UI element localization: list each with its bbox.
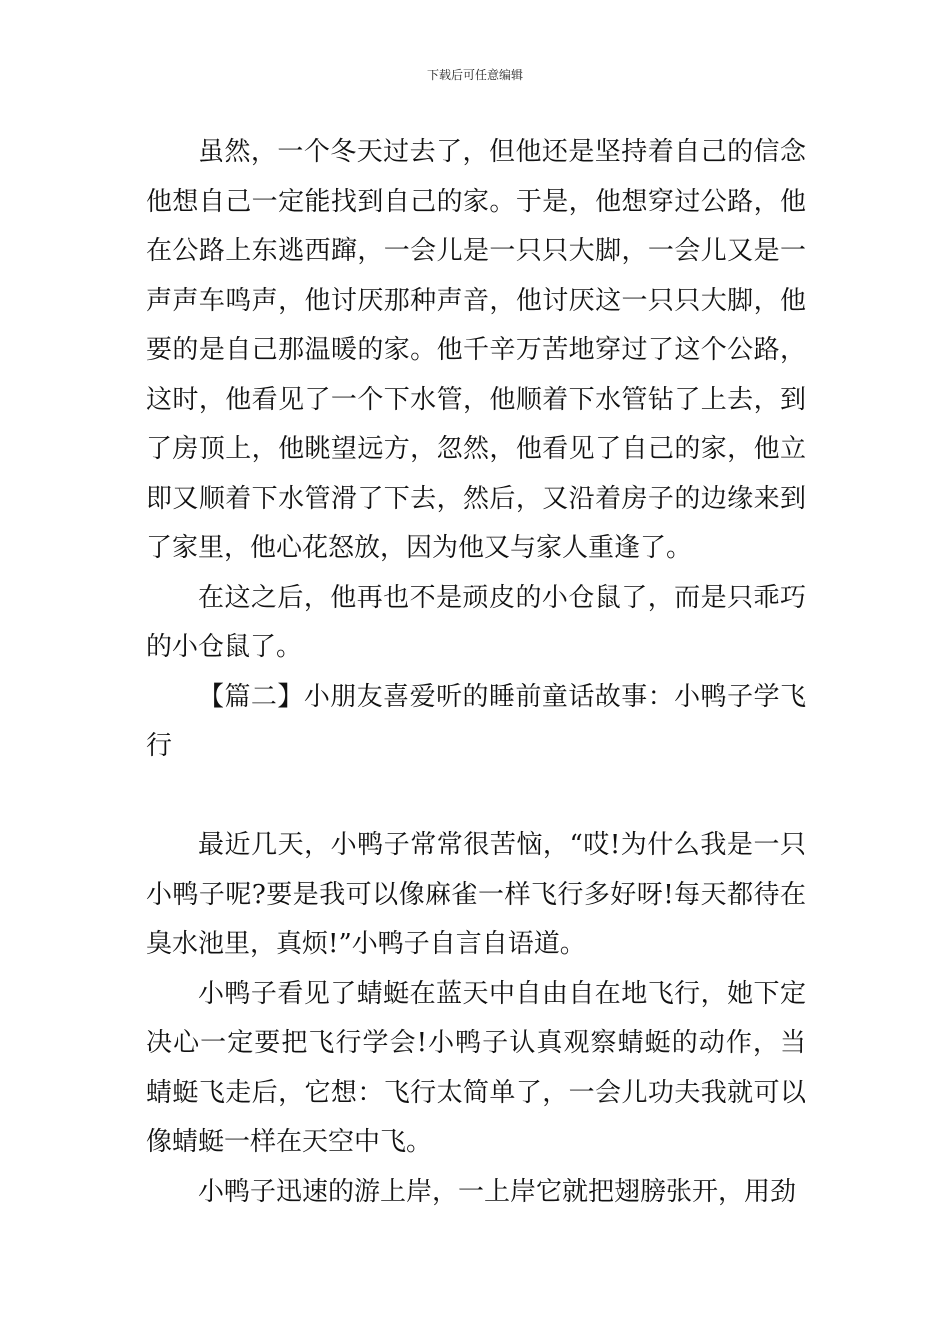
page-header: 下载后可任意编辑 <box>426 68 523 82</box>
paragraph: 最近几天，小鸭子常常很苦恼，“哎!为什么我是一只小鸭子呢?要是我可以像麻雀一样飞行多好呀!每天都待在臭水池里，真烦!”小鸭子自言自语道。 <box>146 830 806 959</box>
paragraph: 小鸭子看见了蜻蜓在蓝天中自由自在地飞行，她下定决心一定要把飞行学会!小鸭子认真观察蜻蜓的动作，当蜻蜓飞走后，它想：飞行太简单了，一会儿功夫我就可以像蜻蜓一样在天空中飞。 <box>146 978 806 1157</box>
section-heading: 【篇二】小朋友喜爱听的睡前童话故事：小鸭子学飞行 <box>146 681 806 761</box>
paragraph: 虽然，一个冬天过去了，但他还是坚持着自己的信念他想自己一定能找到自己的家。于是，他想穿过公路，他在公路上东逃西蹿，一会儿是一只只大脚，一会儿又是一声声车鸣声，他讨厌那种声音，他讨厌这一只只大脚，他要的是自己那温暖的家。他千辛万苦地穿过了这个公路，这时，他看见了一个下水管，他顺着下水管钻了上去，到了房顶上，他眺望远方，忽然，他看见了自己的家，他立即又顺着下水管滑了下去，然后，又沿着房子的边缘来到了家里，他心花怒放，因为他又与家人重逢了。 <box>146 137 806 563</box>
paragraph: 小鸭子迅速的游上岸，一上岸它就把翅膀张开，用劲 <box>198 1176 797 1207</box>
blank-line <box>146 772 806 822</box>
document-body <box>146 128 806 1217</box>
paragraph: 在这之后，他再也不是顽皮的小仓鼠了，而是只乖巧的小仓鼠了。 <box>146 582 806 662</box>
